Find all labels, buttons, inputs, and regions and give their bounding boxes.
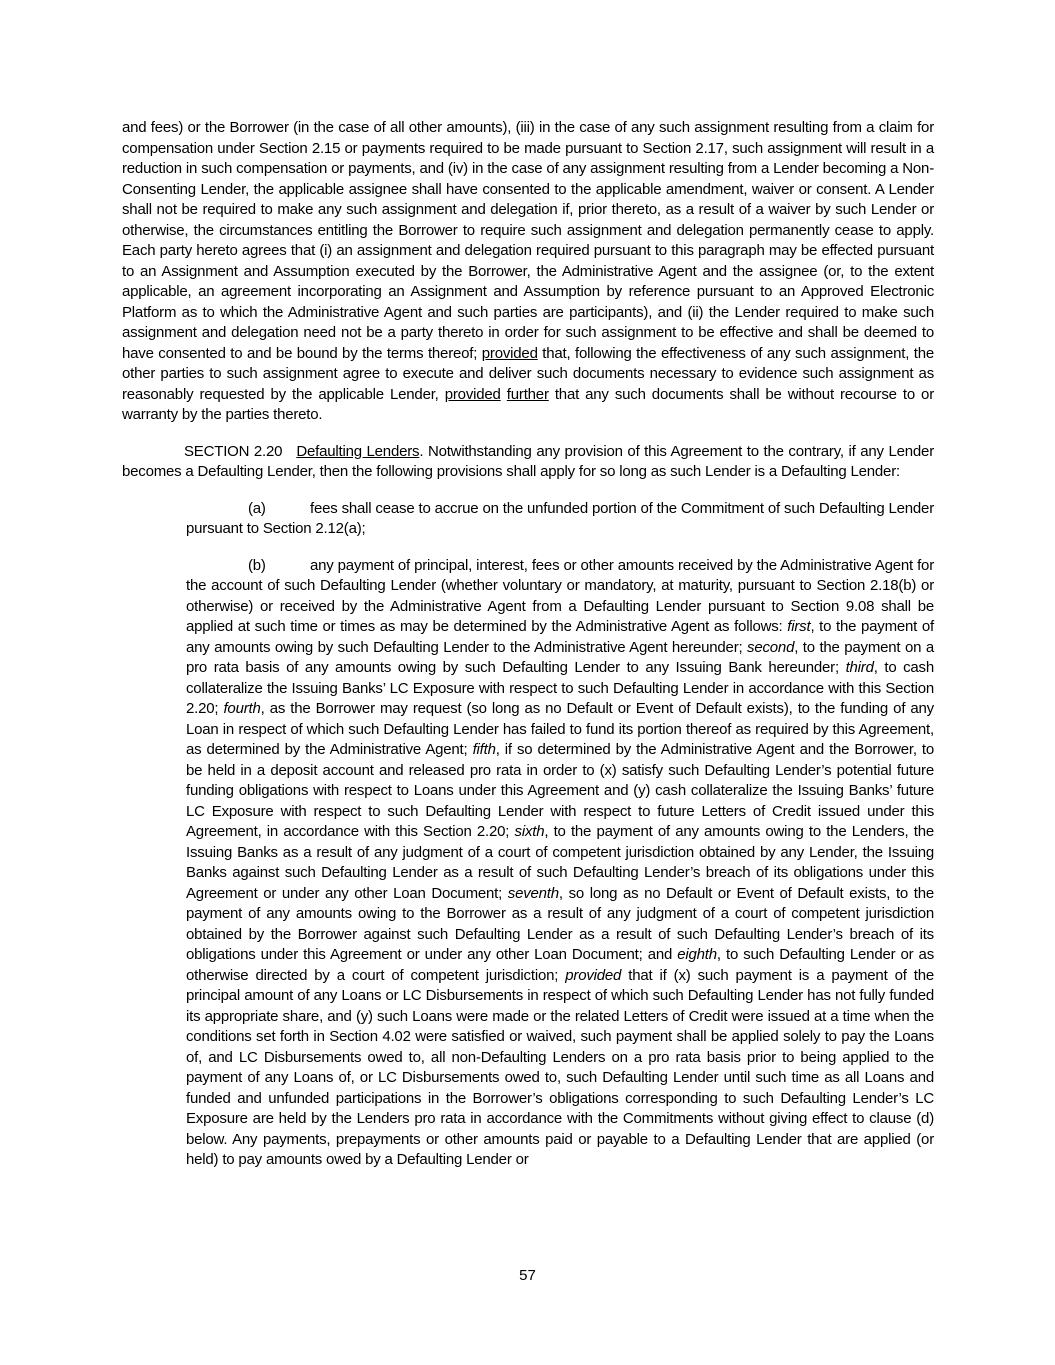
text-run: third <box>845 659 874 676</box>
text-run: SECTION 2.20 <box>184 442 283 460</box>
text-run: , to the payment of any amounts owing by such Defaulting Lender to the Administrative Agent hereunder; <box>186 618 935 656</box>
text-run: , to the payment on a pro rata basis of any amounts owing by such Defaulting Lender to any Issuing Bank hereunder; <box>186 638 934 676</box>
text-run: fourth <box>223 700 261 717</box>
text-run: eighth <box>677 946 717 963</box>
paragraph-clause-a <box>186 499 934 540</box>
text-run: fifth <box>472 741 496 758</box>
text-run: . Notwithstanding any provision of this Agreement to the contrary, if any Lender becomes a Defaulting Lender, then the following provisions shall apply for so long as such Lender is a Defaulting Lender: <box>122 442 934 480</box>
page-number: 57 <box>519 1267 536 1284</box>
text-run: provided <box>481 344 538 362</box>
text-run: Defaulting Lenders <box>296 442 420 460</box>
clause-label: (a) <box>248 499 266 517</box>
text-run: further <box>506 385 549 403</box>
text-run: , as the Borrower may request (so long as no Default or Event of Default exists), to the funding of any Loan in respect of which such Defaulting Lender has failed to fund its portion thereof as required by this Agreement, as determined by the Administrative Agent; <box>186 700 934 758</box>
clause-label: (b) <box>248 556 266 574</box>
text-run: that any such documents shall be without recourse to or warranty by the parties thereto. <box>122 385 934 423</box>
text-run: any payment of principal, interest, fees or other amounts received by the Administrative Agent for the account of such Defaulting Lender (whether voluntary or mandatory, at maturity, pursuant to Section 2.18(b) or otherwise) or received by the Administrative Agent from a Defaulting Lender pursuant to Section 9.08 shall be applied at such time or times as may be determined by the Administrative Agent as follows: <box>186 556 934 635</box>
text-run: sixth <box>514 823 545 840</box>
text-run: second <box>747 638 795 656</box>
text-run: that if (x) such payment is a payment of the principal amount of any Loans or LC Disbursements in respect of which such Defaulting Lender has not fully funded its appropriate share, and (y) such Loans were made or the related Letters of Credit were issued at a time when the conditions set forth in Section 4.02 were satisfied or waived, such payment shall be applied solely to pay the Loans of, and LC Disbursements owed to, all non-Defaulting Lenders on a pro rata basis prior to being applied to the payment of any Loans of, or LC Disbursements owed to, such Defaulting Lender until such time as all Loans and funded and unfunded participations in the Borrower’s obligations corresponding to such Defaulting Lender’s LC Exposure are held by the Lenders pro rata in accordance with the Commitments without giving effect to clause (d) below. Any payments, prepayments or other amounts paid or payable to a Defaulting Lender that are applied (or held) to pay amounts owed by a Defaulting Lender or <box>186 966 934 1168</box>
text-run: provided <box>565 966 622 984</box>
paragraph-section-2-20 <box>122 442 934 483</box>
paragraph-assignment-continuation <box>122 118 934 426</box>
text-run: fees shall cease to accrue on the unfunded portion of the Commitment of such Defaulting Lender pursuant to Section 2.12(a); <box>186 499 934 537</box>
text-run: and fees) or the Borrower (in the case of all other amounts), (iii) in the case of any such assignment resulting from a claim for compensation under Section 2.15 or payments required to be made pursuant to Section 2.17, such assignment will result in a reduction in such compensation or payments, and (iv) in the case of any assignment resulting from a Lender becoming a Non-Consenting Lender, the applicable assignee shall have consented to the applicable amendment, waiver or consent. A Lender shall not be required to make any such assignment and delegation if, prior thereto, as a result of a waiver by such Lender or otherwise, the circumstances entitling the Borrower to require such assignment and delegation permanently cease to apply. Each party hereto agrees that (i) an assignment and delegation required pursuant to this paragraph may be effected pursuant to an Assignment and Assumption executed by the Borrower, the Administrative Agent and the assignee (or, to the extent applicable, an agreement incorporating an Assignment and Assumption by reference pursuant to an Approved Electronic Platform as to which the Administrative Agent and such parties are participants), and (ii) the Lender required to make such assignment and delegation need not be a party thereto in order for such assignment to be effective and shall be deemed to have consented to and be bound by the terms thereof; <box>122 119 934 362</box>
paragraph-clause-b <box>186 556 934 1171</box>
text-run: that, following the effectiveness of any such assignment, the other parties to such assignment agree to execute and deliver such documents necessary to evidence such assignment as reasonably requested by the applicable Lender, <box>122 344 934 403</box>
text-run: seventh <box>507 884 559 902</box>
text-run: , to such Defaulting Lender or as otherwise directed by a court of competent jurisdiction; <box>186 946 935 984</box>
text-run: , so long as no Default or Event of Default exists, to the payment of any amounts owing to the Borrower as a result of any judgment of a court of competent jurisdiction obtained by the Borrower against such Defaulting Lender as a result of such Defaulting Lender’s breach of its obligations under this Agreement or under any other Loan Document; and <box>186 884 935 963</box>
text-run: , to the payment of any amounts owing to the Lenders, the Issuing Banks as a result of any judgment of a court of competent jurisdiction obtained by any Lender, the Issuing Banks against such Defaulting Lender as a result of such Defaulting Lender’s breach of its obligations under this Agreement or under any other Loan Document; <box>186 823 934 902</box>
document-body <box>122 118 934 1187</box>
text-run: , to cash collateralize the Issuing Banks’ LC Exposure with respect to such Defaulting Lender in accordance with this Section 2.20; <box>186 659 934 717</box>
text-run: provided <box>444 385 501 403</box>
text-run: first <box>787 618 811 635</box>
text-run: , if so determined by the Administrative Agent and the Borrower, to be held in a deposit account and released pro rata in order to (x) satisfy such Defaulting Lender’s potential future funding obligations with respect to Loans under this Agreement and (y) cash collateralize the Issuing Banks’ future LC Exposure with respect to such Defaulting Lender with respect to future Letters of Credit issued under this Agreement, in accordance with this Section 2.20; <box>186 741 934 840</box>
